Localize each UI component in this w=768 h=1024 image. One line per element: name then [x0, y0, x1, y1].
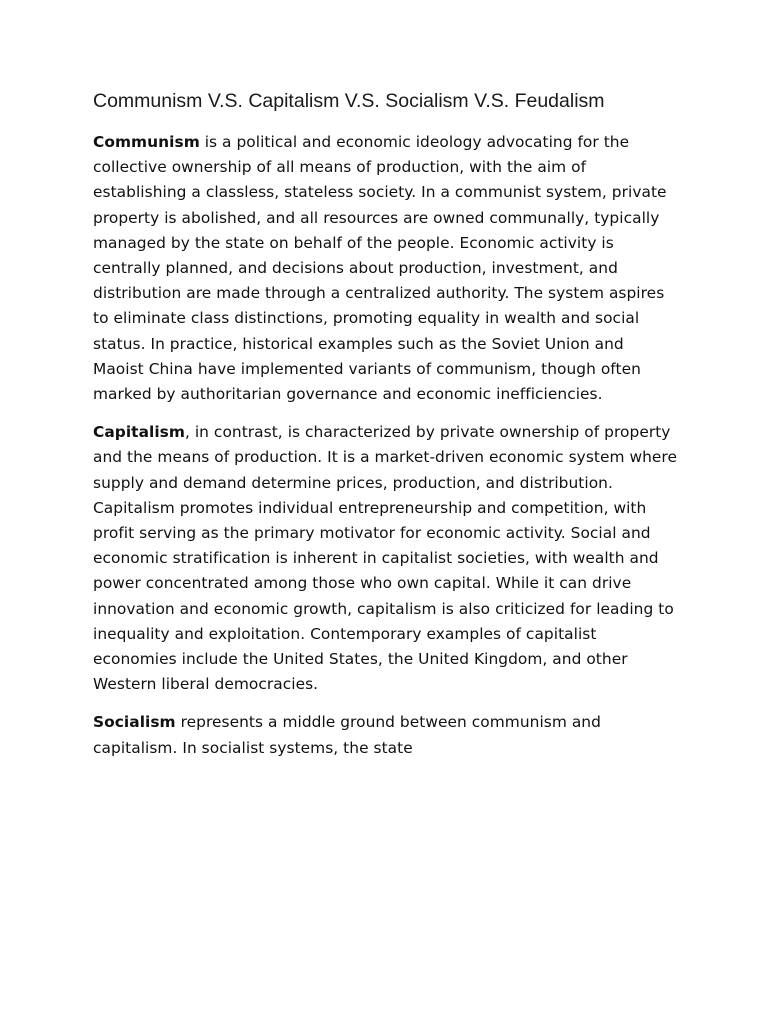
paragraph-socialism-text: represents a middle ground between communism and capitalism. In socialist systems, the state — [93, 713, 601, 757]
paragraph-capitalism — [93, 420, 678, 697]
term-socialism: Socialism — [93, 713, 176, 732]
term-capitalism: Capitalism — [93, 423, 185, 442]
term-communism: Communism — [93, 133, 200, 151]
document-title: Communism V.S. Capitalism V.S. Socialism V.S. Feudalism — [93, 90, 605, 112]
paragraph-communism-text: is a political and economic ideology advocating for the collective ownership of all means of production, with the aim of establishing a classless, stateless society. In a communist system, private property is abolished, and all resources are owned communally, typically managed by the state on behalf of the people. Economic activity is centrally planned, and decisions about production, investment, and distribution are made through a centralized authority. The system aspires to eliminate class distinctions, promoting equality in wealth and social status. In practice, historical examples such as the Soviet Union and Maoist China have implemented variants of communism, though often marked by authoritarian governance and economic inefficiencies. — [93, 133, 667, 404]
paragraph-socialism — [93, 710, 678, 760]
paragraph-capitalism-text: , in contrast, is characterized by private ownership of property and the means of production. It is a market-driven economic system where supply and demand determine prices, production, and distribution. Capitalism promotes individual entrepreneurship and competition, with profit serving as the primary motivator for economic activity. Social and economic stratification is inherent in capitalist societies, with wealth and power concentrated among those who own capital. While it can drive innovation and economic growth, capitalism is also criticized for leading to inequality and exploitation. Contemporary examples of capitalist economies include the United States, the United Kingdom, and other Western liberal democracies. — [93, 423, 677, 694]
document-page — [93, 88, 678, 774]
paragraph-communism — [93, 130, 678, 407]
